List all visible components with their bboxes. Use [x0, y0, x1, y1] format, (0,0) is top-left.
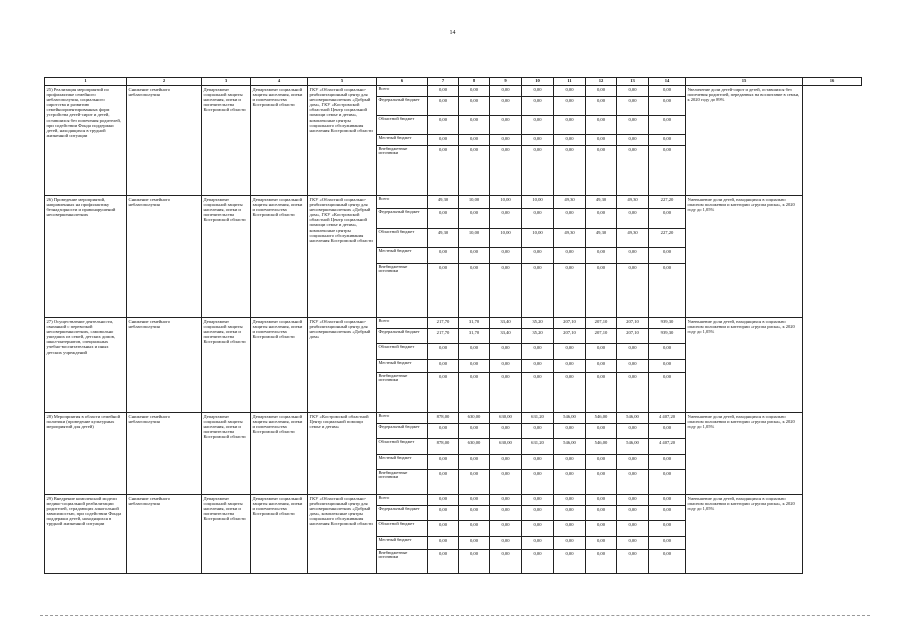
- year-value-cell: 0,00: [522, 537, 554, 550]
- year-value-cell: 33,40: [490, 318, 522, 329]
- year-value-cell: 0,00: [490, 209, 522, 229]
- year-value-cell: 0,00: [428, 424, 459, 439]
- year-value-cell: 0,00: [554, 470, 586, 495]
- funding-source-cell: Федеральный бюджет: [377, 329, 428, 344]
- year-value-cell: 0,00: [428, 135, 459, 146]
- funding-source-cell: Внебюджетные источники: [377, 373, 428, 413]
- year-value-cell: 0,00: [459, 135, 490, 146]
- year-value-cell: 0,00: [522, 521, 554, 537]
- total-value-cell: 0,00: [649, 97, 686, 116]
- year-value-cell: 0,00: [522, 97, 554, 116]
- funding-source-cell: Внебюджетные источники: [377, 470, 428, 495]
- year-value-cell: 0,00: [522, 116, 554, 135]
- total-value-cell: 939,30: [649, 329, 686, 344]
- activity-funding-row: [45, 86, 862, 97]
- year-value-cell: 0,00: [459, 506, 490, 521]
- funding-source-cell: Федеральный бюджет: [377, 209, 428, 229]
- funding-source-cell: Внебюджетные источники: [377, 146, 428, 196]
- total-value-cell: 227,20: [649, 196, 686, 209]
- indicator-cell: Снижение семейного неблагополучия: [127, 495, 202, 574]
- year-value-cell: 0,00: [554, 506, 586, 521]
- participant-cell: ГКУ «Областной социально-реабилитационный центр для несовершеннолетних «Добрый дом», ГКУ «Костромской областной Центр социальной помощи семье и детям», комплексные центры социального обслуживания населения Костромской области: [308, 86, 377, 196]
- total-value-cell: 0,00: [649, 146, 686, 196]
- year-value-cell: 207,10: [617, 318, 649, 329]
- total-value-cell: 0,00: [649, 373, 686, 413]
- year-value-cell: 0,00: [554, 360, 586, 373]
- column-number-header: 10: [522, 78, 554, 86]
- year-value-cell: 10,00: [490, 196, 522, 209]
- activity-funding-row: [45, 196, 862, 209]
- year-value-cell: 0,00: [522, 470, 554, 495]
- total-value-cell: 0,00: [649, 537, 686, 550]
- year-value-cell: 0,00: [554, 521, 586, 537]
- year-value-cell: 49,30: [428, 196, 459, 209]
- year-value-cell: 0,00: [428, 537, 459, 550]
- year-value-cell: 0,00: [428, 146, 459, 196]
- participant-cell: ГКУ «Областной социально-реабилитационный центр для несовершеннолетних «Добрый дом»: [308, 318, 377, 413]
- year-value-cell: 0,00: [586, 146, 617, 196]
- column-number-header: 12: [586, 78, 617, 86]
- year-value-cell: 0,00: [428, 209, 459, 229]
- year-value-cell: 0,00: [490, 146, 522, 196]
- year-value-cell: 0,00: [586, 86, 617, 97]
- total-value-cell: 227,20: [649, 229, 686, 248]
- funding-source-cell: Всего: [377, 196, 428, 209]
- year-value-cell: 0,00: [459, 264, 490, 318]
- year-value-cell: 49,30: [586, 229, 617, 248]
- year-value-cell: 630,00: [459, 439, 490, 455]
- year-value-cell: 0,00: [617, 373, 649, 413]
- year-value-cell: 0,00: [490, 86, 522, 97]
- year-value-cell: 0,00: [459, 209, 490, 229]
- column-number-header: 15: [686, 78, 803, 86]
- year-value-cell: 0,00: [490, 344, 522, 360]
- year-value-cell: 0,00: [586, 521, 617, 537]
- column-number-header: 16: [803, 78, 862, 86]
- funding-source-cell: Местный бюджет: [377, 248, 428, 264]
- year-value-cell: 49,30: [617, 196, 649, 209]
- year-value-cell: 0,00: [522, 209, 554, 229]
- total-value-cell: 939,30: [649, 318, 686, 329]
- year-value-cell: 0,00: [617, 550, 649, 574]
- year-value-cell: 0,00: [586, 97, 617, 116]
- activity-number: 25): [46, 86, 53, 92]
- year-value-cell: 0,00: [522, 135, 554, 146]
- year-value-cell: 207,10: [554, 318, 586, 329]
- year-value-cell: 0,00: [586, 424, 617, 439]
- activity-name: Проведение мероприятий, направленных на профилактику безнадзорности и правонарушений несовершеннолетних: [46, 196, 116, 218]
- year-value-cell: 0,00: [617, 135, 649, 146]
- funding-source-cell: Областной бюджет: [377, 439, 428, 455]
- year-value-cell: 10,00: [522, 229, 554, 248]
- column-number-header: 14: [649, 78, 686, 86]
- activity-name-cell: [45, 495, 127, 574]
- year-value-cell: 0,00: [459, 550, 490, 574]
- expected-result-cell: Увеличение доли детей-сирот и детей, оставшихся без попечения родителей, переданных на воспитание в семьи, к 2020 году до 89%: [686, 86, 803, 196]
- year-value-cell: 0,00: [490, 360, 522, 373]
- total-value-cell: 0,00: [649, 360, 686, 373]
- indicator-cell: Снижение семейного неблагополучия: [127, 86, 202, 196]
- executor-cell: Департамент социальной защиты населения, опеки и попечительства Костромской области: [202, 318, 251, 413]
- total-value-cell: 0,00: [649, 116, 686, 135]
- year-value-cell: 0,00: [490, 495, 522, 506]
- year-value-cell: 31,70: [459, 318, 490, 329]
- year-value-cell: 0,00: [490, 264, 522, 318]
- total-value-cell: 0,00: [649, 550, 686, 574]
- year-value-cell: 0,00: [522, 424, 554, 439]
- year-value-cell: 0,00: [490, 506, 522, 521]
- activity-name-cell: [45, 196, 127, 318]
- year-value-cell: 0,00: [522, 264, 554, 318]
- year-value-cell: 0,00: [490, 373, 522, 413]
- year-value-cell: 0,00: [554, 550, 586, 574]
- activity-name: Осуществление деятельности, связанной с перевозкой несовершеннолетних, самовольно ушедших из семей, детских домов, школ-интернатов, специальных учебно-воспитательных и иных детских учреждений: [46, 318, 116, 355]
- year-value-cell: 0,00: [459, 373, 490, 413]
- year-value-cell: 0,00: [617, 455, 649, 470]
- column-number-header: 1: [45, 78, 127, 86]
- total-value-cell: 0,00: [649, 264, 686, 318]
- total-value-cell: 0,00: [649, 495, 686, 506]
- year-value-cell: 0,00: [586, 135, 617, 146]
- year-value-cell: 0,00: [490, 116, 522, 135]
- year-value-cell: 0,00: [617, 360, 649, 373]
- column-number-header: 9: [490, 78, 522, 86]
- year-value-cell: 0,00: [617, 97, 649, 116]
- year-value-cell: 0,00: [428, 97, 459, 116]
- executor-cell: Департамент социальной защиты населения, опеки и попечительства Костромской области: [202, 413, 251, 495]
- year-value-cell: 207,10: [554, 329, 586, 344]
- year-value-cell: 0,00: [459, 521, 490, 537]
- year-value-cell: 0,00: [428, 248, 459, 264]
- year-value-cell: 0,00: [586, 248, 617, 264]
- total-value-cell: 0,00: [649, 86, 686, 97]
- funding-source-cell: Местный бюджет: [377, 135, 428, 146]
- year-value-cell: 546,00: [554, 413, 586, 424]
- year-value-cell: 49,30: [554, 229, 586, 248]
- year-value-cell: 0,00: [428, 373, 459, 413]
- year-value-cell: 0,00: [617, 146, 649, 196]
- funding-source-cell: Местный бюджет: [377, 455, 428, 470]
- year-value-cell: 0,00: [428, 86, 459, 97]
- year-value-cell: 0,00: [554, 209, 586, 229]
- year-value-cell: 0,00: [522, 86, 554, 97]
- year-value-cell: 0,00: [490, 248, 522, 264]
- expected-result-cell: Уменьшение доли детей, находящихся в социально опасном положении и категории «группа риска», к 2020 году до 1,05%: [686, 196, 803, 318]
- year-value-cell: 0,00: [522, 248, 554, 264]
- column-number-header: 5: [308, 78, 377, 86]
- expected-result-cell: Уменьшение доли детей, находящихся в социально опасном положении и категории «группа риска», к 2020 году до 1,05%: [686, 413, 803, 495]
- activity-funding-row: [45, 495, 862, 506]
- year-value-cell: 546,00: [554, 439, 586, 455]
- activity-name: Реализация мероприятий по профилактике семейного неблагополучия, социального сиротства и развитию семейноориентированных форм устройства детей-сирот и детей, оставшихся без попечения родителей, при содействии Фонда поддержки детей, находящихся в трудной жизненной ситуации: [46, 86, 121, 139]
- year-value-cell: 546,00: [617, 439, 649, 455]
- year-value-cell: 0,00: [428, 506, 459, 521]
- column-number-header: 13: [617, 78, 649, 86]
- year-value-cell: 0,00: [522, 360, 554, 373]
- total-value-cell: 0,00: [649, 135, 686, 146]
- year-value-cell: 0,00: [554, 97, 586, 116]
- year-value-cell: 0,00: [554, 424, 586, 439]
- year-value-cell: 631,20: [522, 413, 554, 424]
- year-value-cell: 0,00: [428, 455, 459, 470]
- year-value-cell: 0,00: [586, 209, 617, 229]
- year-value-cell: 0,00: [522, 373, 554, 413]
- year-value-cell: 10,00: [459, 196, 490, 209]
- column-number-header: 7: [428, 78, 459, 86]
- column-number-row: [45, 78, 862, 86]
- year-value-cell: 10,00: [490, 229, 522, 248]
- year-value-cell: 0,00: [617, 344, 649, 360]
- activity-number: 29): [46, 495, 53, 501]
- funding-source-cell: Всего: [377, 495, 428, 506]
- year-value-cell: 0,00: [428, 550, 459, 574]
- coexecutor-cell: Департамент социальной защиты населения, опеки и попечительства Костромской области: [251, 196, 308, 318]
- year-value-cell: 630,00: [490, 439, 522, 455]
- year-value-cell: 0,00: [490, 470, 522, 495]
- year-value-cell: 0,00: [522, 146, 554, 196]
- year-value-cell: 217,70: [428, 329, 459, 344]
- year-value-cell: 49,30: [617, 229, 649, 248]
- year-value-cell: 0,00: [428, 470, 459, 495]
- page-number: 14: [449, 30, 456, 36]
- funding-source-cell: Всего: [377, 86, 428, 97]
- year-value-cell: 217,70: [428, 318, 459, 329]
- expected-result-cell: Уменьшение доли детей, находящихся в социально опасном положении и категории «группа риска», к 2020 году до 1,05%: [686, 495, 803, 574]
- coexecutor-cell: Департамент социальной защиты населения, опеки и попечительства Костромской области: [251, 318, 308, 413]
- indicator-cell: Снижение семейного неблагополучия: [127, 318, 202, 413]
- year-value-cell: 0,00: [522, 495, 554, 506]
- year-value-cell: 0,00: [586, 495, 617, 506]
- year-value-cell: 35,20: [522, 329, 554, 344]
- year-value-cell: 0,00: [522, 344, 554, 360]
- total-value-cell: 0,00: [649, 209, 686, 229]
- funding-source-cell: Областной бюджет: [377, 344, 428, 360]
- year-value-cell: 0,00: [459, 424, 490, 439]
- funding-source-cell: Федеральный бюджет: [377, 97, 428, 116]
- total-value-cell: 0,00: [649, 521, 686, 537]
- funding-source-cell: Местный бюджет: [377, 537, 428, 550]
- indicator-cell: Снижение семейного неблагополучия: [127, 196, 202, 318]
- year-value-cell: 0,00: [554, 495, 586, 506]
- executor-cell: Департамент социальной защиты населения, опеки и попечительства Костромской области: [202, 196, 251, 318]
- total-value-cell: 0,00: [649, 455, 686, 470]
- year-value-cell: 0,00: [554, 455, 586, 470]
- activity-name: Внедрение комплексной модели медико-социальной реабилитации родителей, страдающих алкогольной зависимостью, при содействии Фонда поддержки детей, находящихся в трудной жизненной ситуации: [46, 495, 122, 527]
- year-value-cell: 31,70: [459, 329, 490, 344]
- scan-edge-line: [40, 615, 870, 616]
- year-value-cell: 0,00: [554, 146, 586, 196]
- year-value-cell: 0,00: [459, 344, 490, 360]
- funding-source-cell: Областной бюджет: [377, 521, 428, 537]
- year-value-cell: 0,00: [459, 146, 490, 196]
- year-value-cell: 0,00: [586, 470, 617, 495]
- year-value-cell: 0,00: [617, 537, 649, 550]
- indicator-cell: Снижение семейного неблагополучия: [127, 413, 202, 495]
- year-value-cell: 0,00: [428, 344, 459, 360]
- year-value-cell: 878,00: [428, 439, 459, 455]
- year-value-cell: 878,00: [428, 413, 459, 424]
- funding-source-cell: Внебюджетные источники: [377, 264, 428, 318]
- funding-source-cell: Внебюджетные источники: [377, 550, 428, 574]
- total-value-cell: 0,00: [649, 424, 686, 439]
- total-value-cell: 4 407,20: [649, 439, 686, 455]
- funding-source-cell: Областной бюджет: [377, 116, 428, 135]
- year-value-cell: 0,00: [586, 264, 617, 318]
- activity-name: Мероприятия в области семейной политики (проведение культурных мероприятий для детей): [46, 413, 121, 429]
- activity-name-cell: [45, 413, 127, 495]
- year-value-cell: 631,20: [522, 439, 554, 455]
- year-value-cell: 10,00: [522, 196, 554, 209]
- activity-funding-row: [45, 413, 862, 424]
- year-value-cell: 0,00: [617, 424, 649, 439]
- year-value-cell: 0,00: [554, 373, 586, 413]
- coexecutor-cell: Департамент социальной защиты населения, опеки и попечительства Костромской области: [251, 413, 308, 495]
- year-value-cell: 0,00: [554, 264, 586, 318]
- column-number-header: 4: [251, 78, 308, 86]
- expected-result-cell: Уменьшение доли детей, находящихся в социально опасном положении и категории «группа риска», к 2020 году до 1,05%: [686, 318, 803, 413]
- year-value-cell: 0,00: [617, 506, 649, 521]
- year-value-cell: 630,00: [459, 413, 490, 424]
- column-number-header: 8: [459, 78, 490, 86]
- year-value-cell: 0,00: [459, 495, 490, 506]
- year-value-cell: 10,00: [459, 229, 490, 248]
- year-value-cell: 0,00: [459, 455, 490, 470]
- program-activities-table: [44, 77, 862, 574]
- year-value-cell: 0,00: [554, 116, 586, 135]
- year-value-cell: 0,00: [586, 344, 617, 360]
- year-value-cell: 0,00: [554, 537, 586, 550]
- year-value-cell: 49,30: [428, 229, 459, 248]
- year-value-cell: 49,30: [586, 196, 617, 209]
- year-value-cell: 0,00: [554, 86, 586, 97]
- coexecutor-cell: Департамент социальной защиты населения, опеки и попечительства Костромской области: [251, 495, 308, 574]
- year-value-cell: 0,00: [428, 116, 459, 135]
- funding-source-cell: Всего: [377, 318, 428, 329]
- year-value-cell: 0,00: [522, 550, 554, 574]
- year-value-cell: 0,00: [586, 537, 617, 550]
- funding-source-cell: Федеральный бюджет: [377, 424, 428, 439]
- year-value-cell: 0,00: [617, 470, 649, 495]
- activity-funding-row: [45, 318, 862, 329]
- activity-name-cell: [45, 318, 127, 413]
- funding-source-cell: Федеральный бюджет: [377, 506, 428, 521]
- year-value-cell: 0,00: [459, 537, 490, 550]
- year-value-cell: 49,30: [554, 196, 586, 209]
- year-value-cell: 0,00: [490, 537, 522, 550]
- year-value-cell: 0,00: [586, 116, 617, 135]
- year-value-cell: 546,00: [586, 439, 617, 455]
- year-value-cell: 0,00: [554, 248, 586, 264]
- year-value-cell: 0,00: [428, 521, 459, 537]
- year-value-cell: 546,00: [617, 413, 649, 424]
- year-value-cell: 546,00: [586, 413, 617, 424]
- year-value-cell: 0,00: [617, 495, 649, 506]
- year-value-cell: 630,00: [490, 413, 522, 424]
- year-value-cell: 207,10: [586, 318, 617, 329]
- total-value-cell: 0,00: [649, 344, 686, 360]
- participant-cell: ГКУ «Областной социально-реабилитационный центр для несовершеннолетних «Добрый дом», комплексные центры социального обслуживания населения Костромской области: [308, 495, 377, 574]
- funding-source-cell: Местный бюджет: [377, 360, 428, 373]
- year-value-cell: 0,00: [490, 424, 522, 439]
- year-value-cell: 0,00: [459, 360, 490, 373]
- year-value-cell: 0,00: [586, 455, 617, 470]
- total-value-cell: 0,00: [649, 506, 686, 521]
- year-value-cell: 0,00: [428, 495, 459, 506]
- year-value-cell: 0,00: [617, 521, 649, 537]
- year-value-cell: 0,00: [459, 116, 490, 135]
- year-value-cell: 0,00: [617, 248, 649, 264]
- year-value-cell: 0,00: [459, 97, 490, 116]
- year-value-cell: 0,00: [617, 209, 649, 229]
- activity-number: 27): [46, 318, 53, 324]
- year-value-cell: 0,00: [459, 470, 490, 495]
- year-value-cell: 0,00: [586, 373, 617, 413]
- year-value-cell: 0,00: [617, 116, 649, 135]
- executor-cell: Департамент социальной защиты населения, опеки и попечительства Костромской области: [202, 495, 251, 574]
- column-number-header: 11: [554, 78, 586, 86]
- year-value-cell: 0,00: [490, 521, 522, 537]
- executor-cell: Департамент социальной защиты населения, опеки и попечительства Костромской области: [202, 86, 251, 196]
- year-value-cell: 0,00: [522, 506, 554, 521]
- year-value-cell: 0,00: [459, 248, 490, 264]
- year-value-cell: 0,00: [490, 97, 522, 116]
- year-value-cell: 0,00: [428, 360, 459, 373]
- total-value-cell: 0,00: [649, 248, 686, 264]
- year-value-cell: 0,00: [617, 264, 649, 318]
- activity-number: 26): [46, 196, 53, 202]
- year-value-cell: 0,00: [586, 360, 617, 373]
- coexecutor-cell: Департамент социальной защиты населения, опеки и попечительства Костромской области: [251, 86, 308, 196]
- column-number-header: 6: [377, 78, 428, 86]
- activity-number: 28): [46, 413, 53, 419]
- activity-name-cell: [45, 86, 127, 196]
- year-value-cell: 0,00: [459, 86, 490, 97]
- year-value-cell: 33,40: [490, 329, 522, 344]
- total-value-cell: 0,00: [649, 470, 686, 495]
- year-value-cell: 0,00: [490, 135, 522, 146]
- year-value-cell: 0,00: [586, 506, 617, 521]
- year-value-cell: 207,10: [586, 329, 617, 344]
- year-value-cell: 0,00: [554, 135, 586, 146]
- participant-cell: ГКУ «Областной социально-реабилитационный центр для несовершеннолетних «Добрый дом», ГКУ «Костромской областной Центр социальной помощи семье и детям», комплексные центры социального обслуживания населения Костромской области: [308, 196, 377, 318]
- participant-cell: ГКУ «Костромской областной Центр социальной помощи семье и детям»: [308, 413, 377, 495]
- column-number-header: 2: [127, 78, 202, 86]
- total-value-cell: 4 407,20: [649, 413, 686, 424]
- year-value-cell: 0,00: [490, 455, 522, 470]
- year-value-cell: 0,00: [490, 550, 522, 574]
- year-value-cell: 0,00: [586, 550, 617, 574]
- year-value-cell: 0,00: [522, 455, 554, 470]
- year-value-cell: 0,00: [428, 264, 459, 318]
- year-value-cell: 207,10: [617, 329, 649, 344]
- column-number-header: 3: [202, 78, 251, 86]
- funding-source-cell: Областной бюджет: [377, 229, 428, 248]
- year-value-cell: 0,00: [617, 86, 649, 97]
- year-value-cell: 0,00: [554, 344, 586, 360]
- year-value-cell: 35,20: [522, 318, 554, 329]
- funding-source-cell: Всего: [377, 413, 428, 424]
